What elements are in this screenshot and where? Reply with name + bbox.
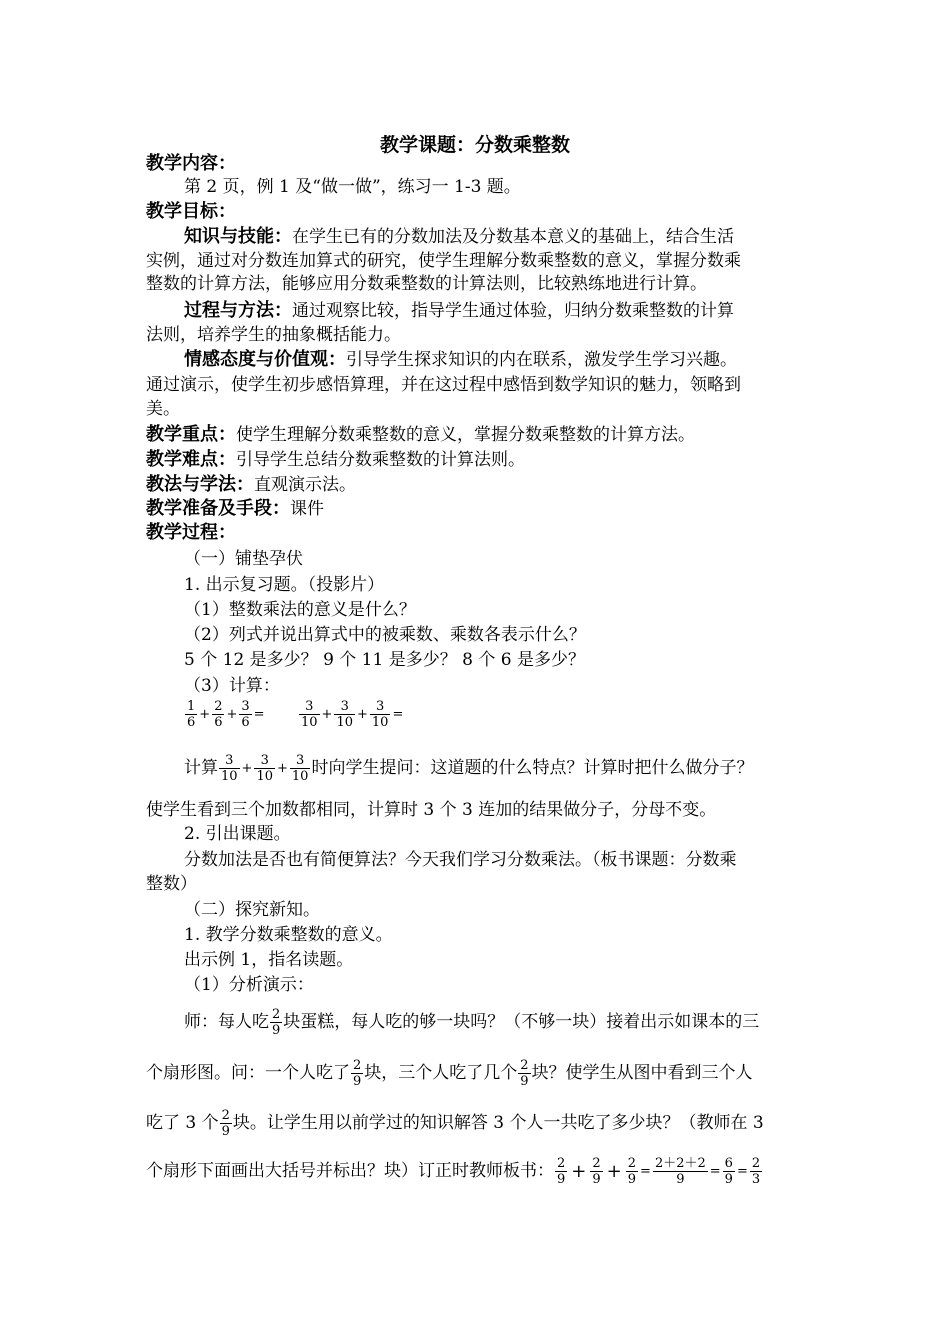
method-text: 直观演示法。	[254, 475, 356, 495]
goal-emotion-text: 引导学生探求知识的内在联系，激发学生学习兴趣。	[346, 350, 737, 370]
content-heading: 教学内容：	[146, 153, 236, 174]
page-title: 教学课题：分数乘整数	[379, 134, 570, 156]
question-1: （1）整数乘法的意义是什么？	[184, 600, 416, 620]
fraction: $\frac{2}{9}$	[592, 1156, 601, 1187]
section-two-title: （二）探究新知。	[184, 900, 320, 920]
goal-process-text: 通过观察比较，指导学生通过体验，归纳分数乘整数的计算	[292, 301, 734, 321]
goal-knowledge-line	[184, 226, 734, 248]
question-3: （3）计算：	[184, 676, 280, 696]
key-point-line	[146, 424, 695, 446]
goal-knowledge-label: 知识与技能：	[184, 226, 292, 247]
difficulty-text: 引导学生总结分数乘整数的计算法则。	[236, 450, 525, 470]
teacher-line-2: 个扇形图。问：一个人吃了 $\frac{2}{9}$ 块，三个人吃了几个 $\frac{2}{9}$ 块？使学生从图中看到三个人	[146, 1058, 753, 1089]
fraction: $\frac{2}{6}$	[214, 699, 223, 730]
section-one-title: （一）铺垫孕伏	[184, 549, 303, 569]
fraction: $\frac{2}{9}$	[353, 1058, 362, 1089]
fraction: $\frac{3}{6}$	[241, 699, 250, 730]
fraction: $\frac{2+2+2}{9}$	[654, 1156, 706, 1187]
method-label: 教法与学法：	[146, 474, 254, 495]
goals-heading: 教学目标：	[146, 201, 236, 222]
method-line	[146, 474, 356, 496]
calc-question-line: 计算 $\frac{3}{10}$ + $\frac{3}{10}$ + $\frac{3}{10}$ 时向学生提问：这道题的什么特点？计算时把什么做分子？	[184, 753, 754, 784]
goal-knowledge-text: 在学生已有的分数加法及分数基本意义的基础上，结合生活	[292, 227, 734, 247]
prep-text: 课件	[290, 499, 324, 519]
fraction: $\frac{2}{9}$	[627, 1156, 637, 1187]
fraction: $\frac{6}{9}$	[724, 1156, 733, 1187]
teacher-line-4: 个扇形下面画出大括号并标出？块）订正时教师板书： $\frac{2}{9}$ + $\frac{2}{9}$ + $\frac{2}{9}$ = $\frac{2+2+2}{9}$ = $\frac{6}{9}$ = $\frac{2}{3}$	[146, 1156, 761, 1187]
goal-emotion-line-3: 美。	[146, 399, 180, 419]
fraction: $\frac{3}{10}$	[221, 753, 238, 784]
question-2: （2）列式并说出算式中的被乘数、乘数各表示什么？	[184, 625, 586, 645]
fraction: $\frac{1}{6}$	[187, 699, 196, 730]
goal-emotion-line-2: 通过演示，使学生初步感悟算理，并在这过程中感悟到数学知识的魅力，领略到	[146, 375, 741, 395]
difficulty-label: 教学难点：	[146, 449, 236, 470]
goal-emotion-line	[184, 349, 737, 371]
goal-process-line	[184, 300, 734, 322]
goal-knowledge-line-2: 实例，通过对分数连加算式的研究，使学生理解分数乘整数的意义，掌握分数乘	[146, 251, 741, 271]
fraction: $\frac{3}{10}$	[336, 699, 353, 730]
content-text: 第 2 页，例 1 及“做一做”，练习一 1-3 题。	[184, 177, 521, 197]
introduce-text: 分数加法是否也有简便算法？今天我们学习分数乘法。（板书课题：分数乘	[184, 850, 737, 870]
calc-formula-a: $\frac{1}{6}$ + $\frac{2}{6}$ + $\frac{3}{6}$ =	[187, 699, 265, 730]
fraction: $\frac{2}{9}$	[520, 1058, 529, 1089]
goal-emotion-label: 情感态度与价值观：	[184, 349, 346, 370]
prep-label: 教学准备及手段：	[146, 498, 290, 519]
teach-meaning: 1. 教学分数乘整数的意义。	[184, 925, 393, 945]
goal-process-line-2: 法则，培养学生的抽象概括能力。	[146, 325, 401, 345]
example-1: 出示例 1，指名读题。	[184, 950, 354, 970]
calc-explanation: 使学生看到三个加数都相同，计算时 3 个 3 连加的结果做分子，分母不变。	[146, 800, 717, 820]
prep-line	[146, 498, 324, 520]
fraction: $\frac{2}{3}$	[751, 1156, 761, 1187]
teacher-line-3: 吃了 3 个 $\frac{2}{9}$ 块。让学生用以前学过的知识解答 3 个人一共吃了多少块？（教师在 3	[146, 1108, 764, 1139]
key-point-text: 使学生理解分数乘整数的意义，掌握分数乘整数的计算方法。	[236, 425, 695, 445]
process-heading: 教学过程：	[146, 522, 236, 543]
teacher-line-1: 师：每人吃 $\frac{2}{9}$ 块蛋糕，每人吃的够一块吗？（不够一块）接着出示如课本的三	[184, 1007, 760, 1038]
analysis-demo: （1）分析演示：	[184, 975, 314, 995]
fraction: $\frac{3}{10}$	[291, 753, 309, 784]
question-2-examples: 5 个 12 是多少？ 9 个 11 是多少？ 8 个 6 是多少？	[184, 650, 585, 670]
calc-formula-b: $\frac{3}{10}$ + $\frac{3}{10}$ + $\frac{3}{10}$ =	[301, 699, 404, 730]
goal-process-label: 过程与方法：	[184, 300, 292, 321]
introduce-topic: 2. 引出课题。	[184, 824, 291, 844]
fraction: $\frac{3}{10}$	[371, 699, 389, 730]
key-point-label: 教学重点：	[146, 424, 236, 445]
fraction: $\frac{2}{9}$	[272, 1007, 281, 1038]
goal-knowledge-line-3: 整数的计算方法，能够应用分数乘整数的计算法则，比较熟练地进行计算。	[146, 274, 707, 294]
review-item: 1. 出示复习题。（投影片）	[184, 575, 385, 595]
fraction: $\frac{3}{10}$	[301, 699, 318, 730]
fraction: $\frac{2}{9}$	[221, 1108, 230, 1139]
fraction: $\frac{3}{10}$	[256, 753, 273, 784]
fraction: $\frac{2}{9}$	[557, 1156, 566, 1187]
introduce-text-2: 整数）	[146, 874, 197, 894]
difficulty-line	[146, 449, 525, 471]
